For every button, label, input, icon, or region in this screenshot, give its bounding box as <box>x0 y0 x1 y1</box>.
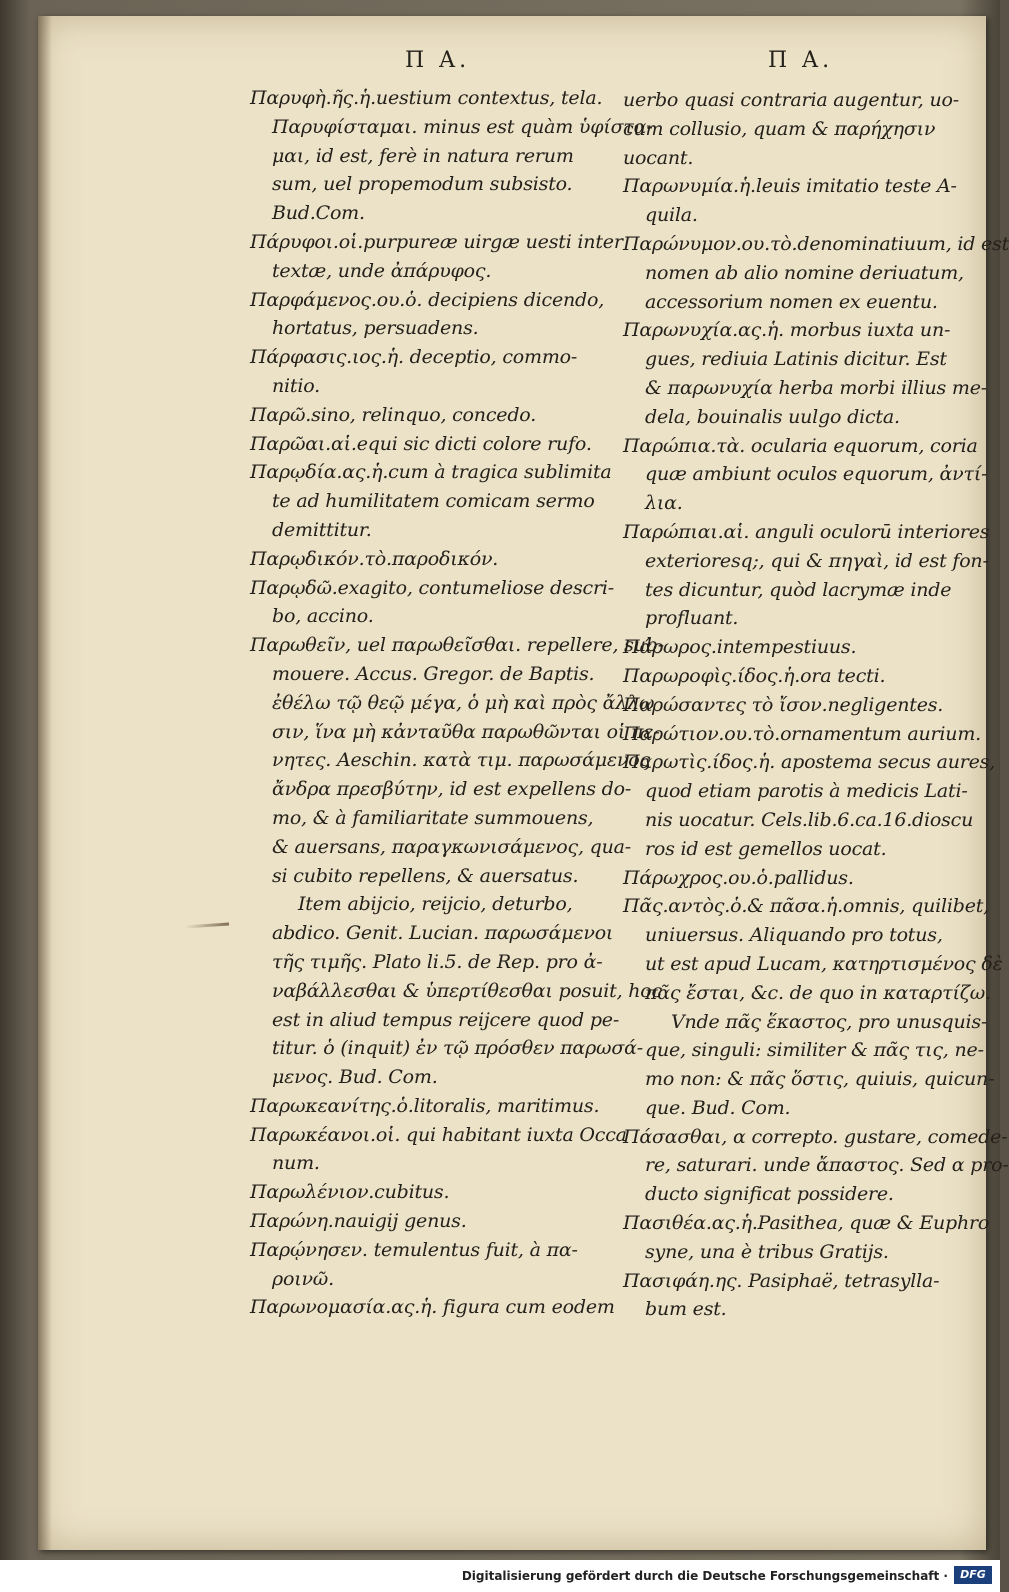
right-column-line: quæ ambiunt oculos equorum, ἀντί- <box>645 463 988 486</box>
right-column-line: λια. <box>645 492 683 515</box>
left-column-line: Παρωθεῖν, uel παρωθεῖσθαι. repellere, sub- <box>250 634 664 657</box>
running-head-right: Π Α. <box>768 48 834 73</box>
right-column-line: re, saturari. unde ἄπαστος. Sed α pro- <box>645 1154 1009 1177</box>
left-column-line: Παρῶαι.αἱ.equi sic dicti colore rufo. <box>250 432 592 455</box>
left-column-line: Παρυφὴ.ῆς.ἡ.uestium contextus, tela. <box>250 87 603 109</box>
left-column-line: mo, & à familiaritate summouens, <box>272 806 594 829</box>
left-column-line: Πάρυφοι.οἱ.purpureæ uirgæ uesti inter <box>250 230 623 253</box>
right-column-line: uerbo quasi contraria augentur, uo- <box>623 89 959 111</box>
right-column-line: cum collusio, quam & παρήχησιν <box>623 117 936 140</box>
right-column-line: & παρωνυχία herba morbi illius me- <box>645 376 987 399</box>
left-column-line: Παρωλένιον.cubitus. <box>250 1181 450 1204</box>
left-column-line: Παρῳδικόν.τὸ.παροδικόν. <box>250 547 499 570</box>
right-column-line: Πασιφάη.ης. Pasiphaë, tetrasylla- <box>623 1269 940 1292</box>
left-column-line: nitio. <box>272 374 320 397</box>
right-column-line: exterioresq;, qui & πηγαὶ, id est fon- <box>645 549 989 572</box>
right-column-line: Πάρωχρος.ου.ὁ.pallidus. <box>623 866 854 889</box>
left-column-line: mouere. Accus. Gregor. de Baptis. <box>272 662 595 685</box>
right-column-line: Vnde πᾶς ἕκαστος, pro unusquis- <box>671 1010 988 1033</box>
left-column-line: Παρῳδῶ.exagito, contumeliose descri- <box>250 576 614 599</box>
right-column-line: Παρωροφὶς.ίδος.ἡ.ora tecti. <box>623 664 886 687</box>
right-column-line: mo non: & πᾶς ὅστις, quiuis, quicun- <box>645 1068 995 1091</box>
left-column-line: num. <box>272 1152 320 1175</box>
left-column-line: Πάρφασις.ιος.ἡ. deceptio, commo- <box>250 346 578 369</box>
left-column-line: si cubito repellens, & auersatus. <box>272 864 579 887</box>
left-column-line: Παρώνη.nauigij genus. <box>250 1210 467 1233</box>
page-gutter-shadow <box>38 16 52 1550</box>
right-column-line: profluant. <box>645 607 739 630</box>
right-column-line: Πάσασθαι, α correpto. gustare, comede- <box>623 1125 1008 1148</box>
right-column-line: Παρώπια.τὰ. ocularia equorum, coria <box>623 434 978 457</box>
right-column <box>623 86 1009 1324</box>
left-column-line: bo, accino. <box>272 605 374 628</box>
right-column-line: ducto significat possidere. <box>645 1183 894 1206</box>
right-column-line: Πασιθέα.ας.ἡ.Pasithea, quæ & Euphro <box>623 1212 990 1235</box>
right-column-line: que. Bud. Com. <box>645 1096 791 1119</box>
left-column-line: hortatus, persuadens. <box>272 317 479 340</box>
right-column-line: que, singuli: similiter & πᾶς τις, ne- <box>645 1039 984 1062</box>
right-column-line: Παρωνυμία.ἡ.leuis imitatio teste A- <box>623 175 957 198</box>
dfg-logo: DFG <box>954 1566 992 1584</box>
right-column-line: uocant. <box>623 146 694 169</box>
left-column-line: titur. ὁ (inquit) ἐν τῷ πρόσθεν παρωσά- <box>272 1037 643 1060</box>
left-column-line: ναβάλλεσθαι & ὑπερτίθεσθαι posuit, hoc <box>272 979 662 1002</box>
right-column-line: Πᾶς.αντὸς.ὁ.& πᾶσα.ἡ.omnis, quilibet, <box>623 895 990 918</box>
left-column-line: Παρυφίσταμαι. minus est quàm ὑφίστα- <box>272 115 653 138</box>
footer-bar <box>0 1560 1000 1592</box>
right-column-line: ros id est gemellos uocat. <box>645 837 887 860</box>
left-column-line: Παρῶ.sino, relinquo, concedo. <box>250 403 537 426</box>
running-head-left: Π Α. <box>405 48 471 73</box>
right-column-line: bum est. <box>645 1298 727 1321</box>
right-column-line: accessorium nomen ex euentu. <box>645 290 938 313</box>
left-column-line: abdico. Genit. Lucian. παρωσάμενοι <box>272 922 614 945</box>
right-column-line: quod etiam parotis à medicis Lati- <box>645 780 968 803</box>
right-column-line: Παρωνυχία.ας.ἡ. morbus iuxta un- <box>623 319 951 342</box>
right-column-line: nis uocatur. Cels.lib.6.ca.16.dioscu <box>645 808 974 831</box>
left-column-line: μαι, id est, ferè in natura rerum <box>272 144 574 167</box>
left-column-line: μενος. Bud. Com. <box>272 1066 438 1089</box>
left-column-line: ἐθέλω τῷ θεῷ μέγα, ὁ μὴ καὶ πρὸς ἄλλω <box>272 691 655 714</box>
right-column-line: uniuersus. Aliquando pro totus, <box>645 924 943 947</box>
right-column-line: syne, una è tribus Gratijs. <box>645 1240 889 1263</box>
right-column-line: Παρώσαντες τὸ ἴσον.negligentes. <box>623 693 944 716</box>
left-column-line: & auersans, παραγκωνισάμενος, qua- <box>272 835 632 858</box>
right-column-line: gues, rediuia Latinis dicitur. Est <box>645 348 947 371</box>
right-column-line: ut est apud Lucam, κατηρτισμένος δὲ <box>645 952 1003 975</box>
left-column-line: τῆς τιμῆς. Plato li.5. de Rep. pro ἀ- <box>272 950 603 973</box>
left-column-line: Item abijcio, reijcio, deturbo, <box>298 893 573 916</box>
left-column-line: Παρῳδία.ας.ἡ.cum à tragica sublimita <box>250 461 612 484</box>
left-column-line: Παρωκέανοι.οἱ. qui habitant iuxta Occa <box>250 1123 627 1146</box>
left-column-line: Παρωνομασία.ας.ἡ. figura cum eodem <box>250 1296 615 1319</box>
left-column-line: textæ, unde ἀπάρυφος. <box>272 259 492 282</box>
funding-credit: Digitalisierung gefördert durch die Deutsche Forschungsgemeinschaft · <box>461 1569 948 1583</box>
left-column-line: Παρωκεανίτης.ὁ.litoralis, maritimus. <box>250 1094 600 1117</box>
left-column-line: ροινῶ. <box>272 1267 334 1290</box>
right-column-line: dela, bouinalis uulgo dicta. <box>645 405 900 428</box>
left-column-line: te ad humilitatem comicam sermo <box>272 490 595 513</box>
left-column-line: demittitur. <box>272 518 372 541</box>
left-column-line: Παρῴνησεν. temulentus fuit, à πα- <box>250 1238 578 1261</box>
right-column-line: nomen ab alio nomine deriuatum, <box>645 261 964 284</box>
right-column-line: Πάρωρος.intempestiuus. <box>623 636 857 659</box>
left-column-line: ἄνδρα πρεσβύτην, id est expellens do- <box>272 778 632 801</box>
right-column-line: Παρώνυμον.ου.τὸ.denominatiuum, id est <box>623 232 1009 255</box>
right-column-line: Παρώπιαι.αἱ. anguli oculorū interiores <box>623 520 990 543</box>
left-column-line: Παρφάμενος.ου.ὁ. decipiens dicendo, <box>250 288 605 311</box>
left-column-line: νητες. Aeschin. κατὰ τιμ. παρωσάμενος <box>272 749 650 772</box>
right-column-line: tes dicuntur, quòd lacrymæ inde <box>645 578 952 601</box>
left-column-line: Bud.Com. <box>272 202 365 225</box>
right-column-line: πᾶς ἔσται, &c. de quo in καταρτίζω. <box>645 981 991 1004</box>
right-column-line: Παρώτιον.ου.τὸ.ornamentum aurium. <box>623 722 981 745</box>
left-column-line: sum, uel propemodum subsisto. <box>272 173 573 196</box>
right-column-line: Παρωτὶς.ίδος.ἡ. apostema secus aures, <box>623 751 996 774</box>
left-column-line: est in aliud tempus reijcere quod pe- <box>272 1008 620 1031</box>
left-column-line: σιν, ἵνα μὴ κἀνταῦθα παρωθῶνται οἱ πε- <box>272 720 660 743</box>
right-column-line: quila. <box>645 204 698 227</box>
